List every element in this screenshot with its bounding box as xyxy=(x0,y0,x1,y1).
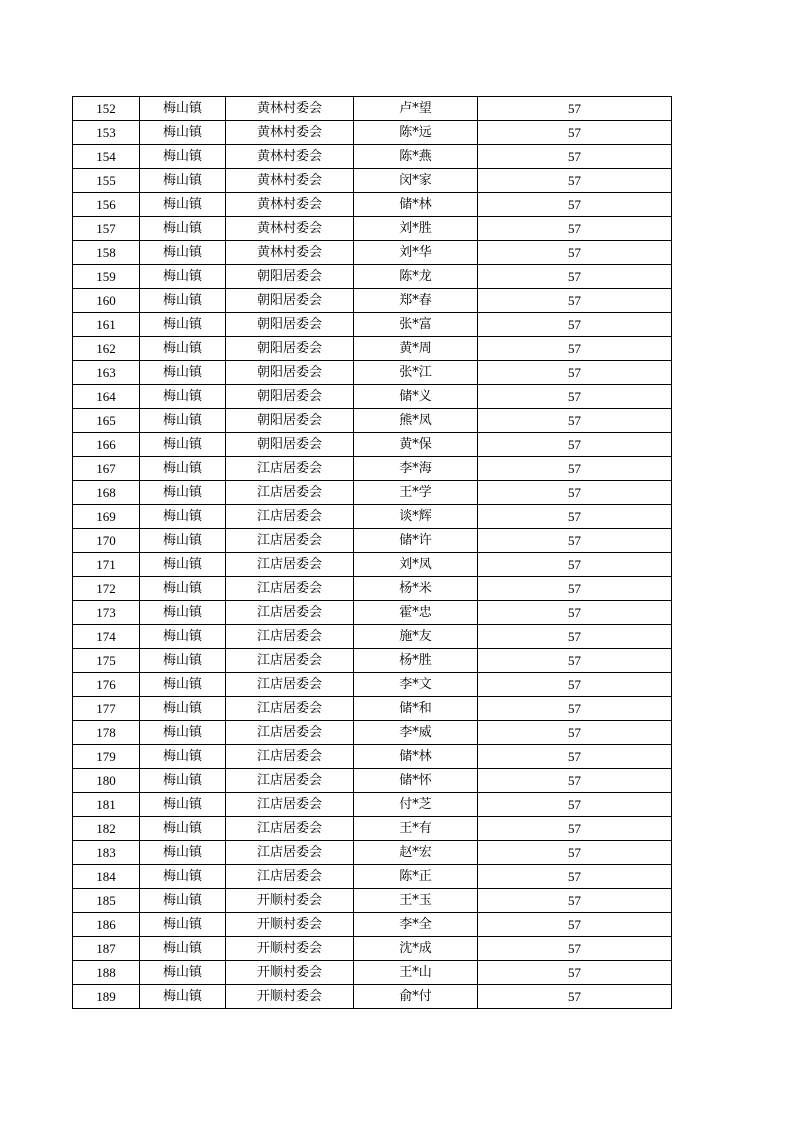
name-cell: 李*海 xyxy=(354,457,478,481)
name-cell: 刘*华 xyxy=(354,241,478,265)
table-row xyxy=(73,913,672,937)
amount-cell: 57 xyxy=(478,433,672,457)
committee-cell: 江店居委会 xyxy=(226,697,354,721)
amount-cell: 57 xyxy=(478,913,672,937)
committee-cell: 开顺村委会 xyxy=(226,889,354,913)
table-row xyxy=(73,721,672,745)
committee-cell: 朝阳居委会 xyxy=(226,385,354,409)
table-row xyxy=(73,697,672,721)
row-number-cell: 154 xyxy=(73,145,140,169)
data-table xyxy=(72,96,672,1009)
amount-cell: 57 xyxy=(478,313,672,337)
name-cell: 黄*周 xyxy=(354,337,478,361)
table-row xyxy=(73,817,672,841)
table-row xyxy=(73,313,672,337)
town-cell: 梅山镇 xyxy=(140,865,226,889)
table-row xyxy=(73,193,672,217)
town-cell: 梅山镇 xyxy=(140,577,226,601)
table-row xyxy=(73,457,672,481)
town-cell: 梅山镇 xyxy=(140,265,226,289)
row-number-cell: 176 xyxy=(73,673,140,697)
amount-cell: 57 xyxy=(478,529,672,553)
amount-cell: 57 xyxy=(478,625,672,649)
town-cell: 梅山镇 xyxy=(140,913,226,937)
name-cell: 李*文 xyxy=(354,673,478,697)
row-number-cell: 183 xyxy=(73,841,140,865)
amount-cell: 57 xyxy=(478,265,672,289)
name-cell: 杨*胜 xyxy=(354,649,478,673)
row-number-cell: 153 xyxy=(73,121,140,145)
amount-cell: 57 xyxy=(478,841,672,865)
amount-cell: 57 xyxy=(478,985,672,1009)
town-cell: 梅山镇 xyxy=(140,697,226,721)
amount-cell: 57 xyxy=(478,865,672,889)
committee-cell: 开顺村委会 xyxy=(226,937,354,961)
name-cell: 杨*米 xyxy=(354,577,478,601)
town-cell: 梅山镇 xyxy=(140,841,226,865)
name-cell: 郑*春 xyxy=(354,289,478,313)
row-number-cell: 187 xyxy=(73,937,140,961)
committee-cell: 开顺村委会 xyxy=(226,913,354,937)
town-cell: 梅山镇 xyxy=(140,745,226,769)
town-cell: 梅山镇 xyxy=(140,889,226,913)
row-number-cell: 182 xyxy=(73,817,140,841)
committee-cell: 黄林村委会 xyxy=(226,241,354,265)
row-number-cell: 152 xyxy=(73,97,140,121)
amount-cell: 57 xyxy=(478,169,672,193)
name-cell: 沈*成 xyxy=(354,937,478,961)
amount-cell: 57 xyxy=(478,241,672,265)
committee-cell: 江店居委会 xyxy=(226,817,354,841)
row-number-cell: 160 xyxy=(73,289,140,313)
amount-cell: 57 xyxy=(478,649,672,673)
name-cell: 李*威 xyxy=(354,721,478,745)
committee-cell: 朝阳居委会 xyxy=(226,265,354,289)
table-row xyxy=(73,361,672,385)
committee-cell: 朝阳居委会 xyxy=(226,289,354,313)
table-row xyxy=(73,97,672,121)
table-body xyxy=(73,97,672,1009)
row-number-cell: 166 xyxy=(73,433,140,457)
committee-cell: 江店居委会 xyxy=(226,625,354,649)
row-number-cell: 175 xyxy=(73,649,140,673)
committee-cell: 江店居委会 xyxy=(226,601,354,625)
town-cell: 梅山镇 xyxy=(140,985,226,1009)
amount-cell: 57 xyxy=(478,673,672,697)
amount-cell: 57 xyxy=(478,457,672,481)
amount-cell: 57 xyxy=(478,481,672,505)
name-cell: 卢*望 xyxy=(354,97,478,121)
table-row xyxy=(73,505,672,529)
committee-cell: 江店居委会 xyxy=(226,673,354,697)
committee-cell: 黄林村委会 xyxy=(226,193,354,217)
row-number-cell: 171 xyxy=(73,553,140,577)
row-number-cell: 173 xyxy=(73,601,140,625)
town-cell: 梅山镇 xyxy=(140,289,226,313)
committee-cell: 江店居委会 xyxy=(226,577,354,601)
amount-cell: 57 xyxy=(478,553,672,577)
amount-cell: 57 xyxy=(478,361,672,385)
town-cell: 梅山镇 xyxy=(140,409,226,433)
row-number-cell: 162 xyxy=(73,337,140,361)
name-cell: 陈*龙 xyxy=(354,265,478,289)
row-number-cell: 189 xyxy=(73,985,140,1009)
name-cell: 熊*凤 xyxy=(354,409,478,433)
amount-cell: 57 xyxy=(478,577,672,601)
town-cell: 梅山镇 xyxy=(140,193,226,217)
name-cell: 储*林 xyxy=(354,745,478,769)
name-cell: 张*江 xyxy=(354,361,478,385)
amount-cell: 57 xyxy=(478,385,672,409)
town-cell: 梅山镇 xyxy=(140,505,226,529)
row-number-cell: 178 xyxy=(73,721,140,745)
committee-cell: 江店居委会 xyxy=(226,457,354,481)
name-cell: 王*学 xyxy=(354,481,478,505)
name-cell: 黄*保 xyxy=(354,433,478,457)
name-cell: 储*林 xyxy=(354,193,478,217)
committee-cell: 江店居委会 xyxy=(226,505,354,529)
committee-cell: 江店居委会 xyxy=(226,769,354,793)
table-row xyxy=(73,673,672,697)
table-row xyxy=(73,601,672,625)
row-number-cell: 174 xyxy=(73,625,140,649)
town-cell: 梅山镇 xyxy=(140,529,226,553)
table-row xyxy=(73,937,672,961)
name-cell: 施*友 xyxy=(354,625,478,649)
table-row xyxy=(73,385,672,409)
town-cell: 梅山镇 xyxy=(140,721,226,745)
town-cell: 梅山镇 xyxy=(140,313,226,337)
committee-cell: 江店居委会 xyxy=(226,529,354,553)
amount-cell: 57 xyxy=(478,697,672,721)
amount-cell: 57 xyxy=(478,769,672,793)
table-row xyxy=(73,481,672,505)
table-row xyxy=(73,769,672,793)
name-cell: 付*芝 xyxy=(354,793,478,817)
amount-cell: 57 xyxy=(478,961,672,985)
town-cell: 梅山镇 xyxy=(140,817,226,841)
table-row xyxy=(73,169,672,193)
table-row xyxy=(73,409,672,433)
amount-cell: 57 xyxy=(478,889,672,913)
table-row xyxy=(73,265,672,289)
row-number-cell: 170 xyxy=(73,529,140,553)
town-cell: 梅山镇 xyxy=(140,481,226,505)
table-row xyxy=(73,649,672,673)
row-number-cell: 181 xyxy=(73,793,140,817)
town-cell: 梅山镇 xyxy=(140,145,226,169)
amount-cell: 57 xyxy=(478,97,672,121)
row-number-cell: 156 xyxy=(73,193,140,217)
town-cell: 梅山镇 xyxy=(140,769,226,793)
row-number-cell: 177 xyxy=(73,697,140,721)
row-number-cell: 186 xyxy=(73,913,140,937)
row-number-cell: 179 xyxy=(73,745,140,769)
row-number-cell: 165 xyxy=(73,409,140,433)
table-row xyxy=(73,841,672,865)
town-cell: 梅山镇 xyxy=(140,649,226,673)
amount-cell: 57 xyxy=(478,145,672,169)
committee-cell: 开顺村委会 xyxy=(226,985,354,1009)
row-number-cell: 155 xyxy=(73,169,140,193)
row-number-cell: 184 xyxy=(73,865,140,889)
row-number-cell: 169 xyxy=(73,505,140,529)
committee-cell: 江店居委会 xyxy=(226,841,354,865)
town-cell: 梅山镇 xyxy=(140,385,226,409)
name-cell: 陈*燕 xyxy=(354,145,478,169)
table-row xyxy=(73,985,672,1009)
table-row xyxy=(73,625,672,649)
town-cell: 梅山镇 xyxy=(140,241,226,265)
table-row xyxy=(73,337,672,361)
row-number-cell: 164 xyxy=(73,385,140,409)
amount-cell: 57 xyxy=(478,721,672,745)
town-cell: 梅山镇 xyxy=(140,673,226,697)
amount-cell: 57 xyxy=(478,745,672,769)
table-row xyxy=(73,217,672,241)
name-cell: 储*许 xyxy=(354,529,478,553)
committee-cell: 朝阳居委会 xyxy=(226,361,354,385)
town-cell: 梅山镇 xyxy=(140,217,226,241)
name-cell: 赵*宏 xyxy=(354,841,478,865)
committee-cell: 开顺村委会 xyxy=(226,961,354,985)
row-number-cell: 161 xyxy=(73,313,140,337)
amount-cell: 57 xyxy=(478,409,672,433)
name-cell: 王*有 xyxy=(354,817,478,841)
committee-cell: 黄林村委会 xyxy=(226,121,354,145)
name-cell: 储*义 xyxy=(354,385,478,409)
table-row xyxy=(73,145,672,169)
amount-cell: 57 xyxy=(478,817,672,841)
table-row xyxy=(73,289,672,313)
town-cell: 梅山镇 xyxy=(140,337,226,361)
town-cell: 梅山镇 xyxy=(140,625,226,649)
row-number-cell: 163 xyxy=(73,361,140,385)
committee-cell: 黄林村委会 xyxy=(226,97,354,121)
row-number-cell: 168 xyxy=(73,481,140,505)
town-cell: 梅山镇 xyxy=(140,97,226,121)
town-cell: 梅山镇 xyxy=(140,601,226,625)
amount-cell: 57 xyxy=(478,289,672,313)
amount-cell: 57 xyxy=(478,217,672,241)
committee-cell: 黄林村委会 xyxy=(226,217,354,241)
name-cell: 张*富 xyxy=(354,313,478,337)
table-row xyxy=(73,961,672,985)
name-cell: 王*玉 xyxy=(354,889,478,913)
committee-cell: 江店居委会 xyxy=(226,865,354,889)
amount-cell: 57 xyxy=(478,601,672,625)
amount-cell: 57 xyxy=(478,193,672,217)
table-row xyxy=(73,553,672,577)
committee-cell: 黄林村委会 xyxy=(226,169,354,193)
row-number-cell: 180 xyxy=(73,769,140,793)
committee-cell: 江店居委会 xyxy=(226,649,354,673)
town-cell: 梅山镇 xyxy=(140,121,226,145)
amount-cell: 57 xyxy=(478,937,672,961)
committee-cell: 江店居委会 xyxy=(226,793,354,817)
committee-cell: 江店居委会 xyxy=(226,481,354,505)
committee-cell: 朝阳居委会 xyxy=(226,313,354,337)
town-cell: 梅山镇 xyxy=(140,361,226,385)
name-cell: 李*全 xyxy=(354,913,478,937)
amount-cell: 57 xyxy=(478,793,672,817)
row-number-cell: 158 xyxy=(73,241,140,265)
table-row xyxy=(73,433,672,457)
name-cell: 刘*凤 xyxy=(354,553,478,577)
town-cell: 梅山镇 xyxy=(140,937,226,961)
name-cell: 闵*家 xyxy=(354,169,478,193)
table-row xyxy=(73,121,672,145)
amount-cell: 57 xyxy=(478,121,672,145)
table-row xyxy=(73,745,672,769)
name-cell: 储*怀 xyxy=(354,769,478,793)
committee-cell: 朝阳居委会 xyxy=(226,433,354,457)
table-row xyxy=(73,241,672,265)
table-row xyxy=(73,577,672,601)
committee-cell: 朝阳居委会 xyxy=(226,409,354,433)
name-cell: 陈*远 xyxy=(354,121,478,145)
name-cell: 刘*胜 xyxy=(354,217,478,241)
row-number-cell: 172 xyxy=(73,577,140,601)
name-cell: 谈*辉 xyxy=(354,505,478,529)
amount-cell: 57 xyxy=(478,505,672,529)
town-cell: 梅山镇 xyxy=(140,961,226,985)
row-number-cell: 157 xyxy=(73,217,140,241)
town-cell: 梅山镇 xyxy=(140,433,226,457)
committee-cell: 朝阳居委会 xyxy=(226,337,354,361)
name-cell: 储*和 xyxy=(354,697,478,721)
name-cell: 俞*付 xyxy=(354,985,478,1009)
row-number-cell: 188 xyxy=(73,961,140,985)
row-number-cell: 185 xyxy=(73,889,140,913)
town-cell: 梅山镇 xyxy=(140,553,226,577)
table-row xyxy=(73,889,672,913)
name-cell: 霍*忠 xyxy=(354,601,478,625)
table-row xyxy=(73,865,672,889)
name-cell: 王*山 xyxy=(354,961,478,985)
town-cell: 梅山镇 xyxy=(140,169,226,193)
name-cell: 陈*正 xyxy=(354,865,478,889)
committee-cell: 黄林村委会 xyxy=(226,145,354,169)
town-cell: 梅山镇 xyxy=(140,793,226,817)
row-number-cell: 167 xyxy=(73,457,140,481)
committee-cell: 江店居委会 xyxy=(226,721,354,745)
committee-cell: 江店居委会 xyxy=(226,745,354,769)
committee-cell: 江店居委会 xyxy=(226,553,354,577)
amount-cell: 57 xyxy=(478,337,672,361)
table-row xyxy=(73,529,672,553)
table-row xyxy=(73,793,672,817)
row-number-cell: 159 xyxy=(73,265,140,289)
town-cell: 梅山镇 xyxy=(140,457,226,481)
